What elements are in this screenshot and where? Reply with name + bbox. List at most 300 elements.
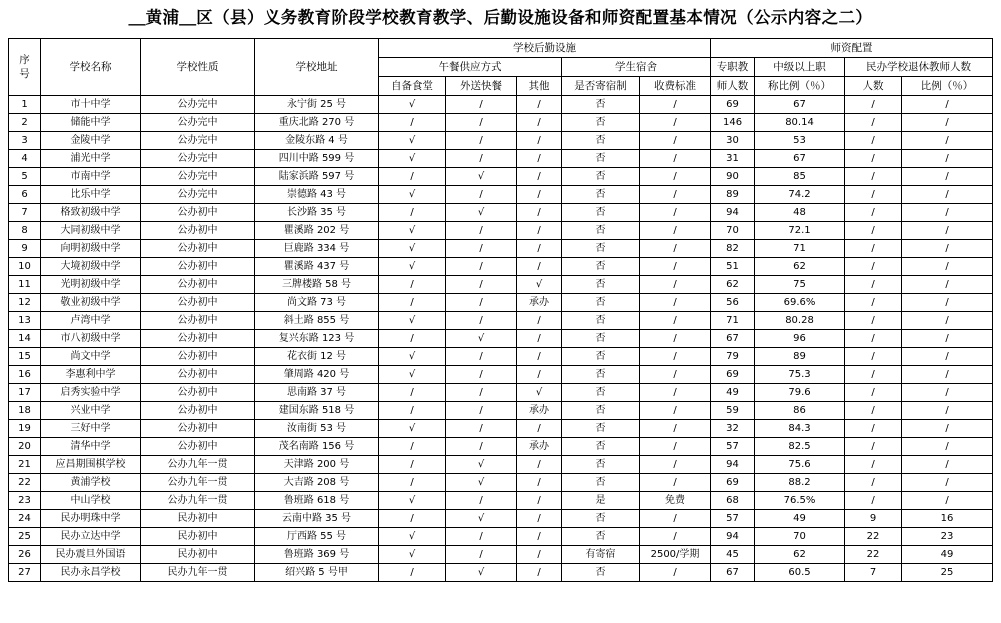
- cell-boarding: 否: [562, 438, 640, 456]
- cell-address: 花衣街 12 号: [255, 348, 379, 366]
- cell-other: /: [517, 456, 562, 474]
- cell-other: /: [517, 330, 562, 348]
- cell-fee: /: [640, 384, 711, 402]
- table-row: [9, 186, 993, 204]
- cell-type: 公办初中: [141, 366, 255, 384]
- cell-senior-ratio: 84.3: [755, 420, 845, 438]
- cell-address: 永宁街 25 号: [255, 96, 379, 114]
- header-logistics: 学校后勤设施: [379, 39, 711, 58]
- cell-self-canteen: √: [379, 258, 446, 276]
- cell-delivery: /: [446, 402, 517, 420]
- header-dorm: 学生宿舍: [562, 58, 711, 77]
- cell-other: /: [517, 474, 562, 492]
- table-row: [9, 96, 993, 114]
- cell-self-canteen: √: [379, 96, 446, 114]
- cell-delivery: /: [446, 420, 517, 438]
- cell-retired-count: /: [845, 186, 902, 204]
- cell-retired-count: /: [845, 132, 902, 150]
- cell-type: 民办九年一贯: [141, 564, 255, 582]
- cell-boarding: 否: [562, 312, 640, 330]
- cell-type: 公办完中: [141, 132, 255, 150]
- cell-address: 鲁班路 618 号: [255, 492, 379, 510]
- cell-type: 公办初中: [141, 312, 255, 330]
- table-body: [9, 96, 993, 582]
- cell-delivery: √: [446, 456, 517, 474]
- cell-retired-count: /: [845, 312, 902, 330]
- cell-delivery: √: [446, 168, 517, 186]
- cell-name: 启秀实验中学: [41, 384, 141, 402]
- cell-self-canteen: √: [379, 312, 446, 330]
- cell-boarding: 否: [562, 186, 640, 204]
- header-lunch: 午餐供应方式: [379, 58, 562, 77]
- cell-seq: 6: [9, 186, 41, 204]
- cell-retired-ratio: /: [902, 366, 993, 384]
- cell-other: /: [517, 114, 562, 132]
- cell-retired-count: /: [845, 438, 902, 456]
- header-type: 学校性质: [141, 39, 255, 96]
- cell-fee: /: [640, 150, 711, 168]
- cell-name: 大境初级中学: [41, 258, 141, 276]
- cell-retired-ratio: 16: [902, 510, 993, 528]
- cell-other: /: [517, 564, 562, 582]
- cell-delivery: /: [446, 438, 517, 456]
- cell-retired-ratio: /: [902, 222, 993, 240]
- cell-senior-ratio: 71: [755, 240, 845, 258]
- cell-boarding: 否: [562, 366, 640, 384]
- table-row: [9, 528, 993, 546]
- header-row-1: [9, 39, 993, 58]
- cell-retired-count: /: [845, 330, 902, 348]
- cell-fulltime: 67: [711, 330, 755, 348]
- cell-delivery: /: [446, 276, 517, 294]
- cell-self-canteen: /: [379, 276, 446, 294]
- cell-self-canteen: /: [379, 294, 446, 312]
- cell-self-canteen: √: [379, 150, 446, 168]
- cell-retired-count: 9: [845, 510, 902, 528]
- cell-senior-ratio: 75.6: [755, 456, 845, 474]
- cell-address: 斜土路 855 号: [255, 312, 379, 330]
- cell-senior-ratio: 96: [755, 330, 845, 348]
- cell-senior-ratio: 70: [755, 528, 845, 546]
- cell-address: 四川中路 599 号: [255, 150, 379, 168]
- cell-type: 民办初中: [141, 528, 255, 546]
- cell-seq: 15: [9, 348, 41, 366]
- cell-address: 金陵东路 4 号: [255, 132, 379, 150]
- cell-address: 肇周路 420 号: [255, 366, 379, 384]
- cell-fee: /: [640, 294, 711, 312]
- cell-other: /: [517, 420, 562, 438]
- cell-fulltime: 67: [711, 564, 755, 582]
- cell-seq: 26: [9, 546, 41, 564]
- cell-type: 公办初中: [141, 222, 255, 240]
- cell-address: 瞿溪路 437 号: [255, 258, 379, 276]
- table-row: [9, 312, 993, 330]
- cell-seq: 13: [9, 312, 41, 330]
- cell-fulltime: 82: [711, 240, 755, 258]
- cell-type: 公办初中: [141, 204, 255, 222]
- cell-self-canteen: √: [379, 240, 446, 258]
- header-seq-label: 序号: [19, 54, 30, 80]
- cell-retired-count: /: [845, 240, 902, 258]
- cell-retired-ratio: /: [902, 114, 993, 132]
- cell-senior-ratio: 67: [755, 96, 845, 114]
- cell-fulltime: 45: [711, 546, 755, 564]
- cell-fulltime: 94: [711, 456, 755, 474]
- cell-delivery: √: [446, 474, 517, 492]
- cell-boarding: 有寄宿: [562, 546, 640, 564]
- cell-retired-ratio: /: [902, 150, 993, 168]
- cell-type: 公办初中: [141, 294, 255, 312]
- table-row: [9, 366, 993, 384]
- cell-type: 公办九年一贯: [141, 456, 255, 474]
- cell-other: √: [517, 276, 562, 294]
- cell-fee: /: [640, 366, 711, 384]
- cell-fee: /: [640, 168, 711, 186]
- cell-address: 汝南街 53 号: [255, 420, 379, 438]
- table-row: [9, 510, 993, 528]
- cell-self-canteen: /: [379, 510, 446, 528]
- cell-retired-count: /: [845, 114, 902, 132]
- cell-retired-count: /: [845, 456, 902, 474]
- cell-other: /: [517, 546, 562, 564]
- cell-retired-ratio: /: [902, 348, 993, 366]
- cell-delivery: /: [446, 240, 517, 258]
- cell-retired-count: /: [845, 96, 902, 114]
- header-senior-b: 称比例（％）: [755, 77, 845, 96]
- cell-name: 大同初级中学: [41, 222, 141, 240]
- cell-fee: /: [640, 276, 711, 294]
- cell-other: 承办: [517, 438, 562, 456]
- cell-seq: 20: [9, 438, 41, 456]
- cell-delivery: √: [446, 204, 517, 222]
- cell-senior-ratio: 62: [755, 546, 845, 564]
- cell-senior-ratio: 75: [755, 276, 845, 294]
- header-fee: 收费标准: [640, 77, 711, 96]
- cell-type: 公办完中: [141, 150, 255, 168]
- cell-seq: 24: [9, 510, 41, 528]
- page-title: ＿黄浦＿区（县）义务教育阶段学校教育教学、后勤设施设备和师资配置基本情况（公示内容之二）: [128, 8, 873, 27]
- cell-self-canteen: /: [379, 402, 446, 420]
- cell-senior-ratio: 48: [755, 204, 845, 222]
- cell-other: /: [517, 222, 562, 240]
- table-row: [9, 258, 993, 276]
- cell-fee: /: [640, 204, 711, 222]
- header-other: 其他: [517, 77, 562, 96]
- cell-boarding: 否: [562, 258, 640, 276]
- cell-address: 云南中路 35 号: [255, 510, 379, 528]
- cell-fulltime: 94: [711, 204, 755, 222]
- cell-seq: 9: [9, 240, 41, 258]
- table-row: [9, 150, 993, 168]
- table-row: [9, 168, 993, 186]
- cell-fee: /: [640, 528, 711, 546]
- cell-senior-ratio: 67: [755, 150, 845, 168]
- table-row: [9, 294, 993, 312]
- cell-fulltime: 31: [711, 150, 755, 168]
- table-row: [9, 474, 993, 492]
- cell-address: 茂名南路 156 号: [255, 438, 379, 456]
- cell-fee: 2500/学期: [640, 546, 711, 564]
- cell-seq: 4: [9, 150, 41, 168]
- cell-senior-ratio: 82.5: [755, 438, 845, 456]
- cell-self-canteen: √: [379, 222, 446, 240]
- cell-senior-ratio: 80.14: [755, 114, 845, 132]
- cell-boarding: 否: [562, 420, 640, 438]
- cell-delivery: /: [446, 258, 517, 276]
- cell-delivery: /: [446, 492, 517, 510]
- cell-self-canteen: /: [379, 168, 446, 186]
- cell-type: 公办初中: [141, 420, 255, 438]
- cell-other: /: [517, 492, 562, 510]
- cell-fee: /: [640, 402, 711, 420]
- cell-fee: 免费: [640, 492, 711, 510]
- cell-name: 储能中学: [41, 114, 141, 132]
- cell-retired-ratio: /: [902, 420, 993, 438]
- cell-type: 公办九年一贯: [141, 492, 255, 510]
- cell-senior-ratio: 75.3: [755, 366, 845, 384]
- cell-type: 公办完中: [141, 96, 255, 114]
- cell-delivery: /: [446, 366, 517, 384]
- cell-retired-ratio: 23: [902, 528, 993, 546]
- cell-seq: 16: [9, 366, 41, 384]
- cell-fee: /: [640, 420, 711, 438]
- cell-delivery: /: [446, 150, 517, 168]
- cell-name: 市八初级中学: [41, 330, 141, 348]
- cell-boarding: 否: [562, 510, 640, 528]
- cell-delivery: /: [446, 222, 517, 240]
- cell-address: 大吉路 208 号: [255, 474, 379, 492]
- cell-retired-count: /: [845, 348, 902, 366]
- cell-retired-count: 7: [845, 564, 902, 582]
- cell-boarding: 否: [562, 564, 640, 582]
- cell-address: 厅西路 55 号: [255, 528, 379, 546]
- cell-retired-ratio: /: [902, 168, 993, 186]
- cell-type: 公办初中: [141, 438, 255, 456]
- cell-boarding: 否: [562, 132, 640, 150]
- cell-retired-ratio: /: [902, 456, 993, 474]
- cell-type: 民办初中: [141, 546, 255, 564]
- cell-seq: 21: [9, 456, 41, 474]
- cell-other: /: [517, 240, 562, 258]
- cell-fulltime: 79: [711, 348, 755, 366]
- table-row: [9, 132, 993, 150]
- cell-retired-count: /: [845, 168, 902, 186]
- cell-delivery: /: [446, 132, 517, 150]
- cell-retired-ratio: /: [902, 96, 993, 114]
- cell-fulltime: 68: [711, 492, 755, 510]
- cell-retired-ratio: /: [902, 438, 993, 456]
- cell-fee: /: [640, 438, 711, 456]
- cell-retired-ratio: /: [902, 402, 993, 420]
- cell-seq: 22: [9, 474, 41, 492]
- cell-senior-ratio: 86: [755, 402, 845, 420]
- cell-name: 民办永昌学校: [41, 564, 141, 582]
- cell-type: 公办初中: [141, 384, 255, 402]
- table-row: [9, 330, 993, 348]
- header-seq: [9, 39, 41, 96]
- cell-address: 建国东路 518 号: [255, 402, 379, 420]
- cell-delivery: /: [446, 348, 517, 366]
- cell-name: 市南中学: [41, 168, 141, 186]
- cell-retired-ratio: /: [902, 384, 993, 402]
- cell-senior-ratio: 62: [755, 258, 845, 276]
- cell-other: /: [517, 150, 562, 168]
- cell-self-canteen: /: [379, 438, 446, 456]
- cell-type: 公办初中: [141, 348, 255, 366]
- cell-fulltime: 89: [711, 186, 755, 204]
- table-row: [9, 276, 993, 294]
- cell-boarding: 否: [562, 528, 640, 546]
- cell-self-canteen: √: [379, 348, 446, 366]
- cell-self-canteen: √: [379, 420, 446, 438]
- cell-other: /: [517, 168, 562, 186]
- cell-seq: 2: [9, 114, 41, 132]
- cell-type: 公办完中: [141, 186, 255, 204]
- cell-other: /: [517, 96, 562, 114]
- cell-address: 鲁班路 369 号: [255, 546, 379, 564]
- cell-type: 公办完中: [141, 114, 255, 132]
- cell-address: 陆家浜路 597 号: [255, 168, 379, 186]
- cell-self-canteen: /: [379, 330, 446, 348]
- cell-address: 崇德路 43 号: [255, 186, 379, 204]
- cell-retired-ratio: /: [902, 294, 993, 312]
- cell-seq: 3: [9, 132, 41, 150]
- cell-boarding: 否: [562, 276, 640, 294]
- cell-retired-count: /: [845, 402, 902, 420]
- cell-retired-count: /: [845, 258, 902, 276]
- cell-seq: 18: [9, 402, 41, 420]
- header-staff: 师资配置: [711, 39, 993, 58]
- table-row: [9, 420, 993, 438]
- cell-other: /: [517, 312, 562, 330]
- cell-fulltime: 51: [711, 258, 755, 276]
- cell-name: 浦光中学: [41, 150, 141, 168]
- cell-senior-ratio: 88.2: [755, 474, 845, 492]
- header-address: 学校地址: [255, 39, 379, 96]
- cell-delivery: /: [446, 528, 517, 546]
- header-boarding: 是否寄宿制: [562, 77, 640, 96]
- cell-seq: 12: [9, 294, 41, 312]
- header-name: 学校名称: [41, 39, 141, 96]
- cell-name: 应昌期围棋学校: [41, 456, 141, 474]
- cell-type: 公办九年一贯: [141, 474, 255, 492]
- cell-retired-count: /: [845, 276, 902, 294]
- cell-seq: 11: [9, 276, 41, 294]
- cell-address: 三牌楼路 58 号: [255, 276, 379, 294]
- cell-senior-ratio: 49: [755, 510, 845, 528]
- cell-type: 公办初中: [141, 276, 255, 294]
- cell-seq: 5: [9, 168, 41, 186]
- cell-other: /: [517, 366, 562, 384]
- cell-fee: /: [640, 312, 711, 330]
- cell-other: /: [517, 348, 562, 366]
- cell-fee: /: [640, 456, 711, 474]
- cell-delivery: /: [446, 546, 517, 564]
- header-retired: 民办学校退休教师人数: [845, 58, 993, 77]
- cell-self-canteen: /: [379, 384, 446, 402]
- cell-address: 天津路 200 号: [255, 456, 379, 474]
- cell-retired-ratio: /: [902, 132, 993, 150]
- table-row: [9, 402, 993, 420]
- cell-senior-ratio: 79.6: [755, 384, 845, 402]
- cell-boarding: 否: [562, 402, 640, 420]
- cell-name: 李惠利中学: [41, 366, 141, 384]
- cell-fulltime: 94: [711, 528, 755, 546]
- cell-fulltime: 56: [711, 294, 755, 312]
- cell-retired-ratio: /: [902, 258, 993, 276]
- cell-boarding: 否: [562, 150, 640, 168]
- header-delivery: 外送快餐: [446, 77, 517, 96]
- cell-retired-ratio: /: [902, 186, 993, 204]
- cell-retired-count: /: [845, 420, 902, 438]
- cell-retired-count: /: [845, 474, 902, 492]
- cell-seq: 8: [9, 222, 41, 240]
- table-row: [9, 114, 993, 132]
- cell-delivery: √: [446, 510, 517, 528]
- cell-senior-ratio: 60.5: [755, 564, 845, 582]
- cell-fulltime: 30: [711, 132, 755, 150]
- table-row: [9, 384, 993, 402]
- cell-retired-count: /: [845, 366, 902, 384]
- cell-boarding: 否: [562, 384, 640, 402]
- cell-other: /: [517, 132, 562, 150]
- cell-senior-ratio: 72.1: [755, 222, 845, 240]
- cell-seq: 1: [9, 96, 41, 114]
- cell-other: √: [517, 384, 562, 402]
- cell-name: 比乐中学: [41, 186, 141, 204]
- cell-fee: /: [640, 348, 711, 366]
- cell-delivery: /: [446, 114, 517, 132]
- table-row: [9, 240, 993, 258]
- cell-fee: /: [640, 96, 711, 114]
- cell-senior-ratio: 89: [755, 348, 845, 366]
- cell-self-canteen: /: [379, 204, 446, 222]
- cell-name: 市十中学: [41, 96, 141, 114]
- cell-fulltime: 69: [711, 96, 755, 114]
- school-info-table: [8, 38, 993, 582]
- cell-boarding: 否: [562, 204, 640, 222]
- header-count: 人数: [845, 77, 902, 96]
- cell-seq: 7: [9, 204, 41, 222]
- cell-seq: 27: [9, 564, 41, 582]
- cell-delivery: /: [446, 186, 517, 204]
- cell-delivery: /: [446, 312, 517, 330]
- cell-senior-ratio: 53: [755, 132, 845, 150]
- cell-retired-ratio: /: [902, 474, 993, 492]
- table-row: [9, 222, 993, 240]
- cell-name: 黄浦学校: [41, 474, 141, 492]
- cell-retired-ratio: /: [902, 312, 993, 330]
- cell-other: /: [517, 204, 562, 222]
- cell-other: /: [517, 186, 562, 204]
- cell-senior-ratio: 80.28: [755, 312, 845, 330]
- table-row: [9, 564, 993, 582]
- cell-retired-count: 22: [845, 528, 902, 546]
- cell-seq: 10: [9, 258, 41, 276]
- cell-fee: /: [640, 114, 711, 132]
- cell-delivery: √: [446, 564, 517, 582]
- cell-fulltime: 146: [711, 114, 755, 132]
- cell-other: 承办: [517, 294, 562, 312]
- cell-fee: /: [640, 510, 711, 528]
- cell-seq: 17: [9, 384, 41, 402]
- cell-name: 三好中学: [41, 420, 141, 438]
- cell-retired-ratio: 25: [902, 564, 993, 582]
- cell-address: 瞿溪路 202 号: [255, 222, 379, 240]
- cell-fee: /: [640, 258, 711, 276]
- cell-type: 公办完中: [141, 168, 255, 186]
- cell-name: 清华中学: [41, 438, 141, 456]
